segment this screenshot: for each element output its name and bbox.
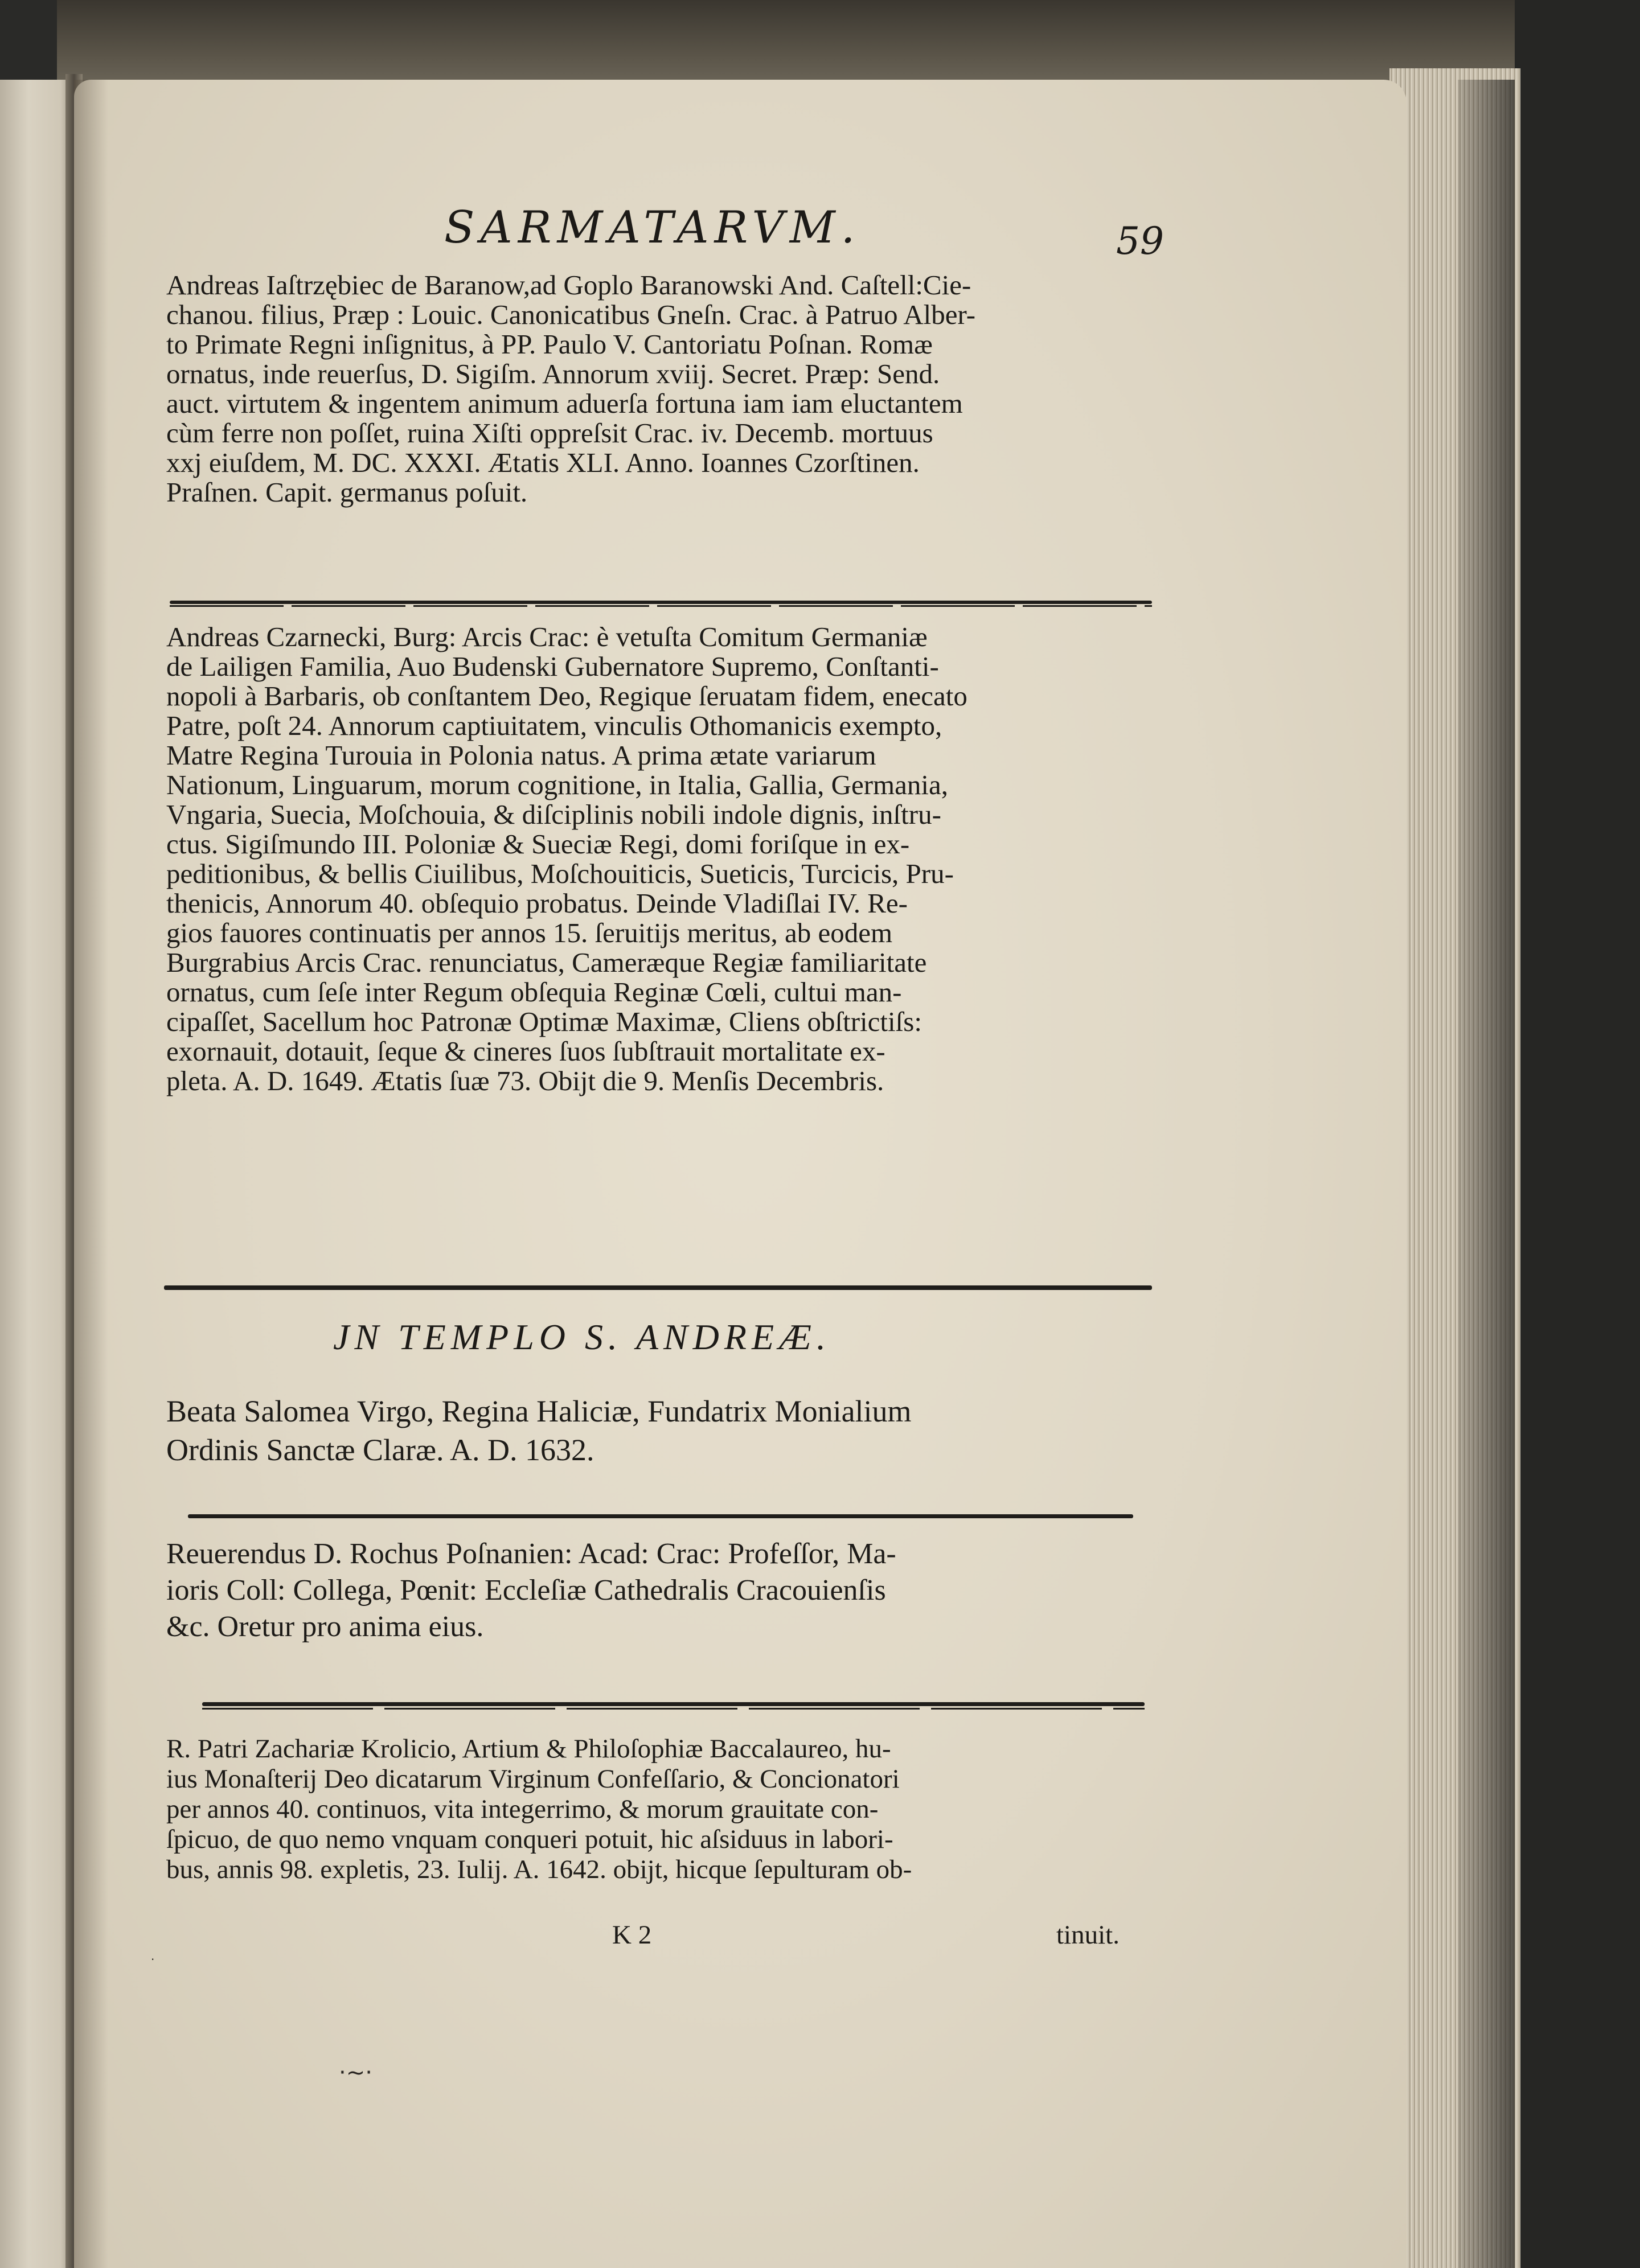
book-top-edge	[57, 0, 1515, 91]
running-head: SARMATARVM.	[444, 202, 861, 253]
text-line: Vngaria, Suecia, Moſchouia, & diſciplinis nobili indole dignis, inſtru-	[166, 799, 941, 830]
text-line: auct. virtutem & ingentem animum aduerſa fortuna iam iam eluctantem	[166, 388, 963, 419]
section-heading: JN TEMPLO S. ANDREÆ.	[333, 1317, 831, 1357]
epitaph-rochus	[166, 1537, 1157, 1646]
text-line: R. Patri Zachariæ Krolicio, Artium & Philoſophiæ Baccalaureo, hu-	[166, 1734, 891, 1764]
text-line: ornatus, inde reuerſus, D. Sigiſm. Annorum xviij. Secret. Præp: Send.	[166, 358, 940, 389]
epitaph-salomea	[166, 1394, 1157, 1471]
divider-dashes	[202, 1708, 1145, 1710]
text-line: Nationum, Linguarum, morum cognitione, in Italia, Gallia, Germania,	[166, 769, 949, 800]
text-line: peditionibus, & bellis Ciuilibus, Moſchouiticis, Sueticis, Turcicis, Pru-	[166, 858, 954, 889]
text-line: gios fauores continuatis per annos 15. ſeruitijs meritus, ab eodem	[166, 917, 893, 948]
text-line: &c. Oretur pro anima eius.	[166, 1610, 484, 1643]
text-line: nopoli à Barbaris, ob conſtantem Deo, Regique ſeruatam fidem, enecato	[166, 680, 967, 712]
text-line: cùm ferre non poſſet, ruina Xiſti oppreſsit Crac. iv. Decemb. mortuus	[166, 417, 933, 449]
text-line: Beata Salomea Virgo, Regina Haliciæ, Fundatrix Monialium	[166, 1394, 912, 1428]
text-line: per annos 40. continuos, vita integerrimo, & morum grauitate con-	[166, 1794, 879, 1824]
text-line: Praſnen. Capit. germanus poſuit.	[166, 476, 528, 508]
text-line: Patre, poſt 24. Annorum captiuitatem, vinculis Othomanicis exempto,	[166, 710, 942, 741]
text-line: bus, annis 98. expletis, 23. Iulij. A. 1642. obijt, hicque ſepulturam ob-	[166, 1855, 912, 1884]
text-line: Burgrabius Arcis Crac. renunciatus, Cameræque Regiæ familiaritate	[166, 947, 927, 978]
signature-mark: K 2	[612, 1920, 652, 1950]
epitaph-czarnecki	[166, 621, 1157, 1094]
text-line: de Lailigen Familia, Auo Budenski Gubernatore Supremo, Conſtanti-	[166, 651, 939, 682]
text-line: to Primate Regni inſignitus, à PP. Paulo V. Cantoriatu Poſnan. Romæ	[166, 328, 933, 360]
text-line: Matre Regina Turouia in Polonia natus. A prima ætate variarum	[166, 739, 876, 771]
text-line: xxj eiuſdem, M. DC. XXXI. Ætatis XLI. Anno. Ioannes Czorſtinen.	[166, 447, 920, 478]
divider-rule	[170, 601, 1152, 604]
text-line: chanou. filius, Præp : Louic. Canonicatibus Gneſn. Crac. à Patruo Alber-	[166, 299, 976, 330]
page-stack-shadow	[1458, 80, 1515, 2268]
text-line: ius Monaſterij Deo dicatarum Virginum Confeſſario, & Concionatori	[166, 1764, 900, 1794]
text-line: ſpicuo, de quo nemo vnquam conqueri potuit, hic aſsiduus in labori-	[166, 1825, 893, 1854]
page-number: 59	[1116, 219, 1164, 263]
text-line: cipaſſet, Sacellum hoc Patronæ Optimæ Maximæ, Cliens obſtrictiſs:	[166, 1006, 922, 1037]
text-line: ornatus, cum ſeſe inter Regum obſequia Reginæ Cœli, cultui man-	[166, 976, 902, 1008]
text-line: Andreas Iaſtrzębiec de Baranow,ad Goplo Baranowski And. Caſtell:Cie-	[166, 269, 971, 301]
text-line: Ordinis Sanctæ Claræ. A. D. 1632.	[166, 1433, 594, 1467]
text-line: Andreas Czarnecki, Burg: Arcis Crac: è vetuſta Comitum Germaniæ	[166, 621, 928, 652]
divider-rule	[188, 1514, 1133, 1518]
text-line: pleta. A. D. 1649. Ætatis ſuæ 73. Obijt die 9. Menſis Decembris.	[166, 1065, 884, 1096]
divider-dashes	[170, 605, 1152, 607]
epitaph-krolicius	[166, 1733, 1157, 1884]
ink-speck: ·	[151, 1953, 155, 1966]
text-line: Reuerendus D. Rochus Poſnanien: Acad: Crac: Profeſſor, Ma-	[166, 1538, 896, 1570]
divider-rule	[202, 1702, 1145, 1706]
text-line: exornauit, dotauit, ſeque & cineres ſuos ſubſtrauit mortalitate ex-	[166, 1036, 885, 1067]
background-dark	[1515, 0, 1640, 2268]
text-line: thenicis, Annorum 40. obſequio probatus. Deinde Vladiſlai IV. Re-	[166, 888, 908, 919]
ink-speck: ·~·	[339, 2060, 372, 2086]
epitaph-iastrzebiec	[166, 269, 1157, 506]
gutter-shadow	[74, 80, 108, 2268]
section-rule	[164, 1285, 1152, 1290]
text-line: ctus. Sigiſmundo III. Poloniæ & Sueciæ Regi, domi foriſque in ex-	[166, 828, 910, 860]
left-page-edge	[0, 80, 71, 2268]
text-line: ioris Coll: Collega, Pœnit: Eccleſiæ Cathedralis Cracouienſis	[166, 1574, 886, 1606]
catchword: tinuit.	[1056, 1920, 1120, 1950]
